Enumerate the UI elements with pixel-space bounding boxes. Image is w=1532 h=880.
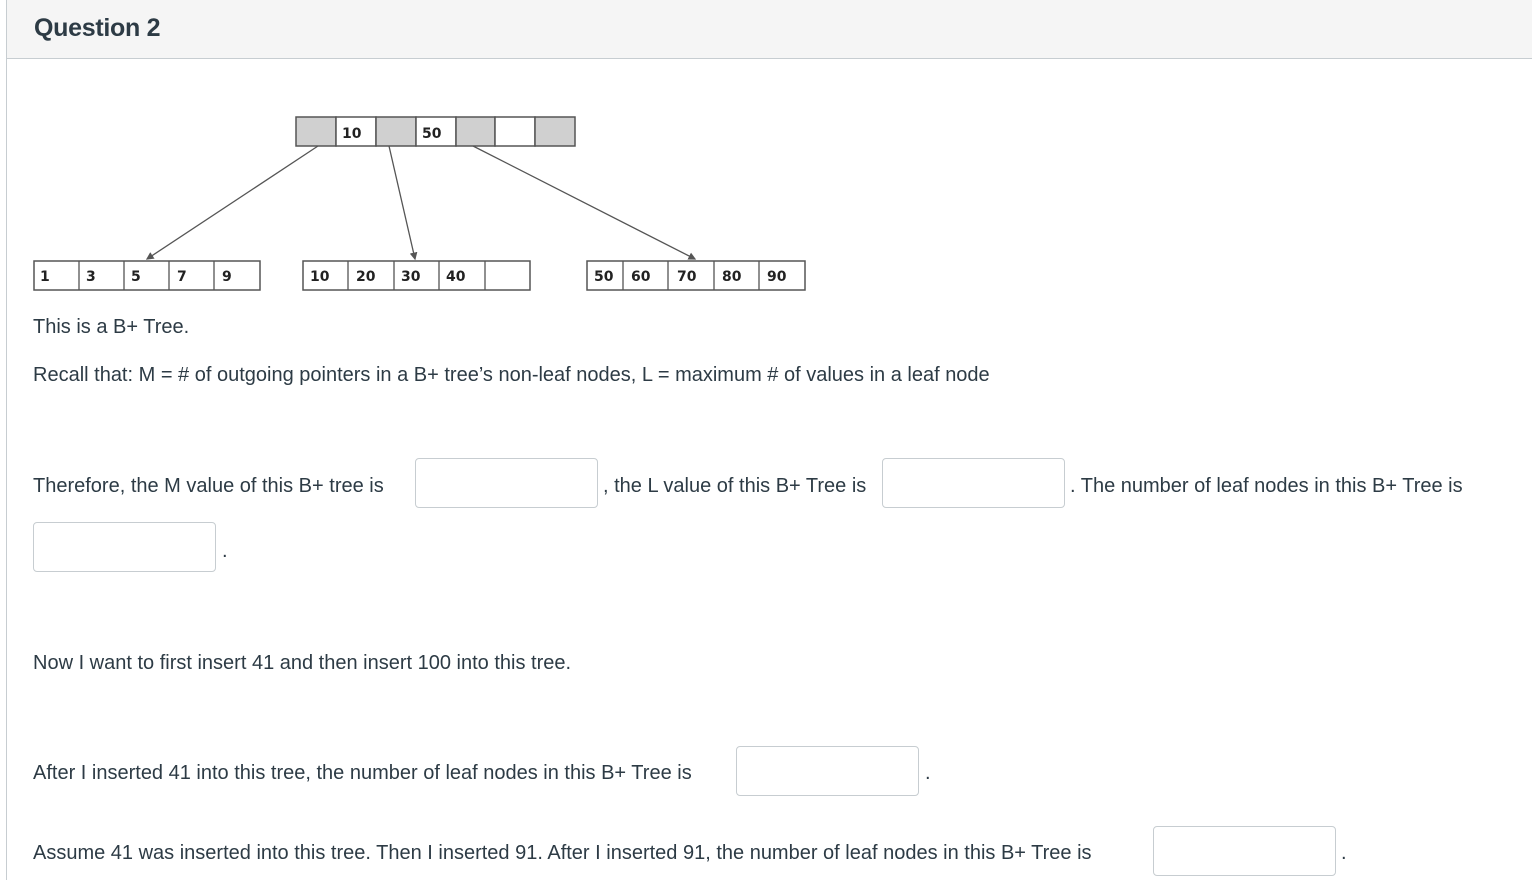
insert-plan-text: Now I want to first insert 41 and then insert 100 into this tree. xyxy=(33,652,572,674)
sentence-period: . xyxy=(1341,842,1347,864)
leaf-value: 60 xyxy=(631,269,651,285)
leaf-count-prompt: . The number of leaf nodes in this B+ Tree is xyxy=(1070,475,1463,497)
leaf-count-after41-input[interactable] xyxy=(736,746,919,796)
recall-text: Recall that: M = # of outgoing pointers in a B+ tree’s non-leaf nodes, L = maximum # of values in a leaf node xyxy=(33,364,990,386)
l-value-prompt: , the L value of this B+ Tree is xyxy=(603,475,867,497)
leaf-value: 10 xyxy=(310,269,330,285)
leaf-value: 70 xyxy=(677,269,697,285)
leaf-value: 20 xyxy=(356,269,376,285)
leaf-count-after91-input[interactable] xyxy=(1153,826,1336,876)
after91-prompt: Assume 41 was inserted into this tree. Then I inserted 91. After I inserted 91, the number of leaf nodes in this B+ Tree is xyxy=(33,842,1092,864)
leaf-value: 1 xyxy=(40,269,50,285)
leaf-value: 9 xyxy=(222,269,232,285)
leaf-value: 40 xyxy=(446,269,466,285)
l-value-input[interactable] xyxy=(882,458,1065,508)
leaf-value: 5 xyxy=(131,269,141,285)
sentence-period: . xyxy=(222,540,228,562)
leaf-count-input[interactable] xyxy=(33,522,216,572)
pointer-arrow xyxy=(389,146,415,259)
intro-text: This is a B+ Tree. xyxy=(33,316,190,338)
leaf-value: 90 xyxy=(767,269,787,285)
leaf-value: 50 xyxy=(594,269,614,285)
m-value-prompt: Therefore, the M value of this B+ tree is xyxy=(33,475,384,497)
root-key-2: 50 xyxy=(422,126,442,142)
leaf-node-2 xyxy=(303,261,530,290)
root-node xyxy=(296,117,575,146)
leaf-value: 7 xyxy=(177,269,187,285)
root-pointer-cell xyxy=(376,117,416,146)
root-key-1: 10 xyxy=(342,126,362,142)
root-pointer-cell xyxy=(456,117,495,146)
leaf-node-3 xyxy=(587,261,805,290)
sentence-period: . xyxy=(925,762,931,784)
bplus-tree-diagram xyxy=(0,0,1532,320)
root-pointer-cell xyxy=(535,117,575,146)
leaf-node-1 xyxy=(34,261,260,290)
after41-prompt: After I inserted 41 into this tree, the number of leaf nodes in this B+ Tree is xyxy=(33,762,692,784)
leaf-value: 80 xyxy=(722,269,742,285)
root-key-cell xyxy=(495,117,535,146)
pointer-arrow xyxy=(147,146,318,259)
question-title: Question 2 xyxy=(34,14,161,42)
leaf-value: 3 xyxy=(86,269,96,285)
pointer-arrow xyxy=(473,146,695,259)
m-value-input[interactable] xyxy=(415,458,598,508)
root-pointer-cell xyxy=(296,117,336,146)
leaf-value: 30 xyxy=(401,269,421,285)
